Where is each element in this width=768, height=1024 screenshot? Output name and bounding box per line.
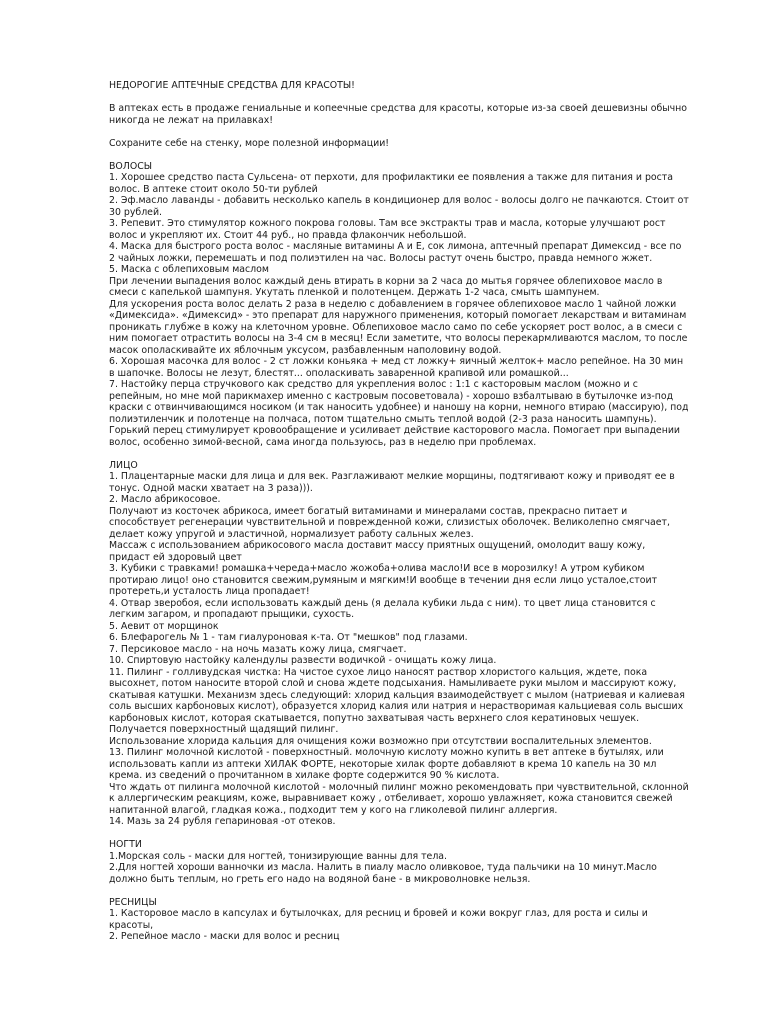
section-line: 14. Мазь за 24 рубля гепариновая -от отеков. — [109, 816, 336, 827]
section-line: 13. Пилинг молочной кислотой - поверхностный. молочную кислоту можно купить в вет аптеке в бутылях, или использовать капли из аптеки ХИЛАК ФОРТЕ, некоторые хилак форте добавляют в крема 10 капель на 30 мл крема. из сведений о прочитанном в хилаке форте содержится 90 % кислота. — [109, 747, 664, 781]
section-line: Что ждать от пилинга молочной кислотой - молочный пилинг можно рекомендовать при чувствительной, склонной к аллергическим реакциям, коже, выравнивает кожу , отбеливает, хорошо увлажняет, кожа становится свежей напитанной влагой, гладкая кожа., подходит тем у кого на гликолевой пилинг аллергия. — [109, 781, 689, 816]
document-body — [109, 80, 689, 954]
section-line: Получают из косточек абрикоса, имеет богатый витаминами и минералами состав, прекрасно питает и способствует регенерации чувствительной и поврежденной кожи, слизистых оболочек. Великолепно смягчает, делает кожу упругой и эластичной, нормализует работу сальных желез. — [109, 505, 670, 540]
section-line: 5. Маска с облепиховым маслом — [109, 264, 269, 275]
section-heading: ВОЛОСЫ — [109, 160, 153, 172]
section-line: 11. Пилинг - голливудская чистка: На чистое сухое лицо наносят раствор хлористого кальция, ждете, пока высохнет, потом наносите второй слой и снова ждете подсыхания. Намыливаете руки мылом и массируют кожу, скатывая катушки. Механизм здесь следующий: хлорид кальция взаимодействует с мылом (натриевая и калиевая соль высших карбоновых кислот), образуется хлорид калия или натрия и нерастворимая кальциевая соль высших карбоновых кислот, которая скатывается, попутно захватывая часть верхнего слоя кератиновых чешуек. Получается поверхностный щадящий пилинг. — [109, 666, 685, 735]
section-heading: НОГТИ — [109, 839, 142, 850]
section — [109, 161, 689, 449]
section-line: Использование хлорида кальция для очищения кожи возможно при отсутствии воспалительных элементов. — [109, 735, 652, 747]
section-line: 7. Персиковое масло - на ночь мазать кожу лица, смягчает. — [109, 643, 407, 655]
section-line: 4. Маска для быстрого роста волос - масляные витамины А и Е, сок лимона, аптечный препарат Димексид - все по 2 чайных ложки, перемешать и под полиэтилен на час. Волосы растут очень быстро, правда немного жжет. — [109, 241, 682, 264]
section-line: 10. Спиртовую настойку календулы развести водичкой - очищать кожу лица. — [109, 655, 497, 666]
section-line: 1. Плацентарные маски для лица и для век. Разглаживают мелкие морщины, подтягивают кожу и приводят ее в тонус. Одной маски хватает на 3 раза))). — [109, 471, 675, 494]
sections-container — [109, 161, 689, 943]
section-line: Массаж с использованием абрикосового масла доставит массу приятных ощущений, омолодит вашу кожу, придаст ей здоровый цвет — [109, 540, 646, 563]
section-heading: ЛИЦО — [109, 459, 138, 471]
section-heading: РЕСНИЦЫ — [109, 896, 157, 908]
section-line: При лечении выпадения волос каждый день втирать в корни за 2 часа до мытья горячее облепиховое масло в смеси с капелькой шампуня. Укутать пленкой и полотенцем. Держать 1-2 часа, смыть шампунем. — [109, 275, 663, 298]
section-line: 3. Кубики с травками! ромашка+череда+масло жожоба+олива масло!И все в морозилку! А утром кубиком протираю лицо! оно становится свежим,румяным и мягким!И вообще в течении дня если лицо усталое,стоит протереть,и усталость лица пропадает! — [109, 563, 658, 597]
section-line: 1.Морская соль - маски для ногтей, тонизирующие ванны для тела. — [109, 850, 448, 862]
section-line: 3. Репевит. Это стимулятор кожного покрова головы. Там все экстракты трав и масла, которые улучшают рост волос и укрепляют их. Стоит 44 руб., но правда флакончик небольшой. — [109, 218, 666, 241]
section-line: 2. Масло абрикосовое. — [109, 494, 221, 505]
section-line: 2. Репейное масло - маски для волос и ресниц — [109, 931, 340, 942]
section — [109, 839, 689, 885]
section-line: 1. Хорошее средство паста Сульсена- от перхоти, для профилактики ее появления а также для питания и роста волос. В аптеке стоит около 50-ти рублей — [109, 172, 674, 195]
section-line: 7. Настойку перца стручкового как средство для укрепления волос : 1:1 с касторовым маслом (можно и с репейным, но мне мой парикмахер именно с кастровым посоветовала) - хорошо взбалтываю в бутылочке из-под краски с отвинчивающимся носиком (и так наносить удобнее) и наношу на корни, немного втираю (массирую), под полиэтиленчик и полотенце на полчаса, потом тщательно смыть теплой водой (2-3 раза наносить шампунь). — [109, 379, 689, 425]
intro-paragraph: В аптеках есть в продаже гениальные и копеечные средства для красоты, которые из-за своей дешевизны обычно никогда не лежат на прилавках! — [109, 103, 688, 126]
section-line: 5. Аевит от морщинок — [109, 620, 219, 632]
section-line: 1. Касторовое масло в капсулах и бутылочках, для ресниц и бровей и кожи вокруг глаз, для роста и силы и красоты, — [109, 908, 648, 931]
section-line: 6. Хорошая масочка для волос - 2 ст ложки коньяка + мед ст ложку+ яичный желток+ масло репейное. На 30 мин в шапочке. Волосы не лезут, блестят... ополаскивать заваренной крапивой или ромашкой... — [109, 356, 684, 379]
document-title: НЕДОРОГИЕ АПТЕЧНЫЕ СРЕДСТВА ДЛЯ КРАСОТЫ! — [109, 80, 355, 91]
section-line: Для ускорения роста волос делать 2 раза в неделю с добавлением в горячее облепиховое масло 1 чайной ложки «Димексида». «Димексид» - это препарат для наружного применения, который помогает лекарствам и витаминам проникать глубже в кожу на клеточном уровне. Облепиховое масло само по себе ускоряет рост волос, а в смеси с ним помогает отрастить волосы на 3-4 см в месяц! Если заметите, что волосы перекармливаются маслом, то после масок ополаскивайте их яблочным уксусом, разбавленным наполовину водой. — [109, 298, 688, 356]
section-line: 4. Отвар зверобоя, если использовать каждый день (я делала кубики льда с ним). то цвет лица становится с легким загаром, и пропадают прыщики, сухость. — [109, 597, 656, 620]
section-line: 2. Эф.масло лаванды - добавить несколько капель в кондиционер для волос - волосы долго не пачкаются. Стоит от 30 рублей. — [109, 195, 689, 218]
save-note: Сохраните себе на стенку, море полезной информации! — [109, 137, 390, 149]
section-line: 2.Для ногтей хороши ванночки из масла. Налить в пиалу масло оливковое, туда пальчики на 10 минут.Масло должно быть теплым, но греть его надо на водяной бане - в микроволновке нельзя. — [109, 862, 657, 885]
section — [109, 897, 689, 943]
section-line: 6. Блефарогель № 1 - там гиалуроновая к-та. От "мешков" под глазами. — [109, 632, 468, 643]
section — [109, 460, 689, 828]
section-line: Горький перец стимулирует кровообращение и усиливает действие касторового масла. Помогает при выпадении волос, особенно зимой-весной, сама иногда пользуюсь, раз в неделю при проблемах. — [109, 425, 681, 448]
